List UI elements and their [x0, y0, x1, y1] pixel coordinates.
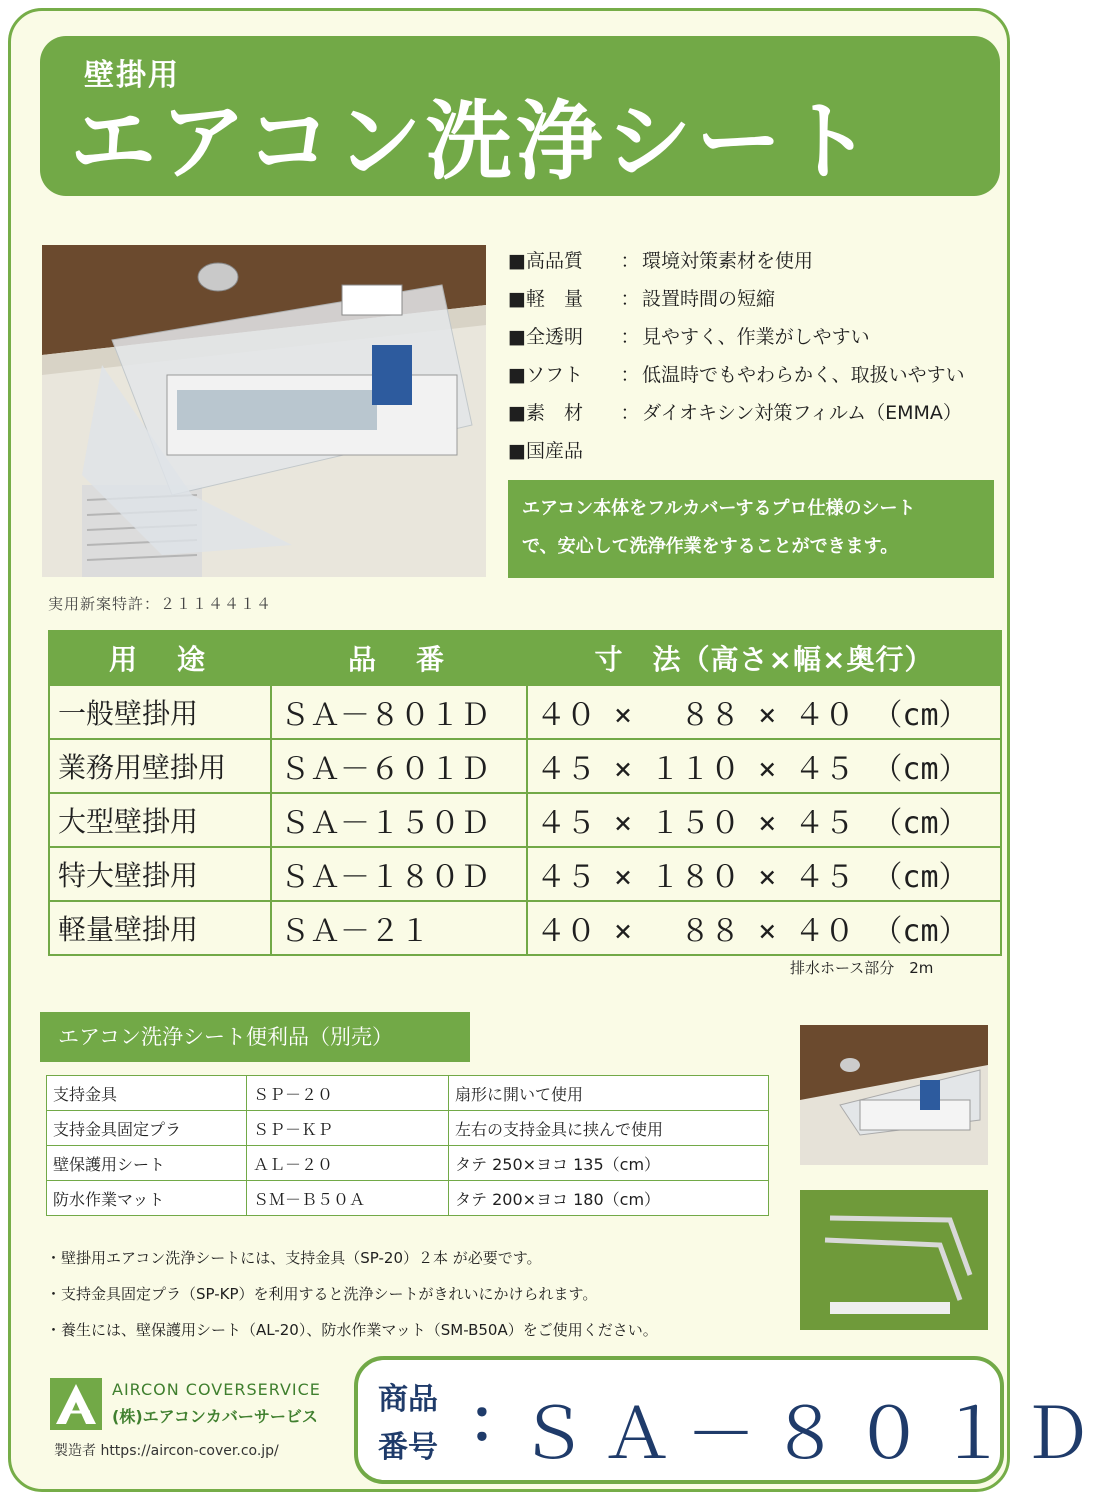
table-row: 大型壁掛用 ＳＡ－１５０Ｄ ４５ × １５０ × ４５ （cm） — [49, 793, 1001, 847]
note-line: ・壁掛用エアコン洗浄シートには、支持金具（SP-20）２本 が必要です。 — [46, 1249, 542, 1267]
notes — [46, 1240, 658, 1348]
accessories-title: エアコン洗浄シート便利品（別売） — [40, 1012, 470, 1062]
product-number-box — [354, 1356, 1106, 1484]
spec-header-row — [49, 631, 1001, 685]
product-photo — [42, 245, 486, 577]
header-subtitle: 壁掛用 — [84, 58, 180, 93]
header-banner — [40, 36, 1000, 196]
hose-note: 排水ホース部分 2m — [790, 959, 934, 977]
product-colon: ： — [468, 1387, 528, 1457]
product-label: 商品 — [378, 1382, 438, 1417]
maker-url: 製造者 https://aircon-cover.co.jp/ — [54, 1443, 279, 1459]
accessory-photo-installed — [800, 1025, 988, 1165]
table-row: 支持金具 ＳＰ－２０ 扇形に開いて使用 — [47, 1076, 769, 1111]
feature-item: ■軽 量 ： 設置時間の短縮 — [508, 288, 776, 310]
col-header: 寸 法（高さ×幅×奥行） — [527, 631, 1001, 685]
product-label: 番号 — [378, 1430, 438, 1465]
feature-item: ■ソフト ： 低温時でもやわらかく、取扱いやすい — [508, 364, 965, 386]
promo-box — [508, 480, 994, 578]
feature-item: ■高品質 ： 環境対策素材を使用 — [508, 250, 814, 272]
company-logo — [50, 1370, 350, 1440]
col-header: 品 番 — [271, 631, 527, 685]
promo-line: エアコン本体をフルカバーするプロ仕様のシート — [522, 498, 916, 519]
accessories-table — [46, 1075, 769, 1216]
spec-table — [48, 630, 1002, 956]
patent-number: 実用新案特許：２１１４４１４ — [48, 595, 273, 613]
feature-list — [508, 242, 1008, 470]
company-logo-icon — [50, 1378, 102, 1430]
table-row: 特大壁掛用 ＳＡ－１８０Ｄ ４５ × １８０ × ４５ （cm） — [49, 847, 1001, 901]
company-name-jp: (株)エアコンカバーサービス — [112, 1407, 318, 1426]
header-title: エアコン洗浄シート — [70, 92, 876, 192]
note-line: ・支持金具固定プラ（SP-KP）を利用すると洗浄シートがきれいにかけられます。 — [46, 1285, 598, 1303]
table-row: 壁保護用シート ＡＬ－２０ タテ 250×ヨコ 135（cm） — [47, 1146, 769, 1181]
col-header: 用 途 — [49, 631, 271, 685]
feature-item: ■素 材 ： ダイオキシン対策フィルム（EMMA） — [508, 402, 962, 424]
company-name-en: AIRCON COVERSERVICE — [112, 1380, 321, 1399]
table-row: 業務用壁掛用 ＳＡ－６０１Ｄ ４５ × １１０ × ４５ （cm） — [49, 739, 1001, 793]
table-row: 一般壁掛用 ＳＡ－８０１Ｄ ４０ × ８８ × ４０ （cm） — [49, 685, 1001, 739]
table-row: 支持金具固定プラ ＳＰ－ＫＰ 左右の支持金具に挟んで使用 — [47, 1111, 769, 1146]
feature-item: ■国産品 — [508, 440, 583, 462]
promo-line: で、安心して洗浄作業をすることができます。 — [522, 536, 899, 557]
accessory-photo-brackets — [800, 1190, 988, 1330]
feature-item: ■全透明 ： 見やすく、作業がしやすい — [508, 326, 870, 348]
table-row: 軽量壁掛用 ＳＡ－２１ ４０ × ８８ × ４０ （cm） — [49, 901, 1001, 955]
product-code: ＳＡ－８０１Ｄ — [518, 1393, 1106, 1475]
note-line: ・養生には、壁保護用シート（AL-20）、防水作業マット（SM-B50A）をご使用ください。 — [46, 1321, 658, 1339]
table-row: 防水作業マット ＳＭ－Ｂ５０Ａ タテ 200×ヨコ 180（cm） — [47, 1181, 769, 1216]
